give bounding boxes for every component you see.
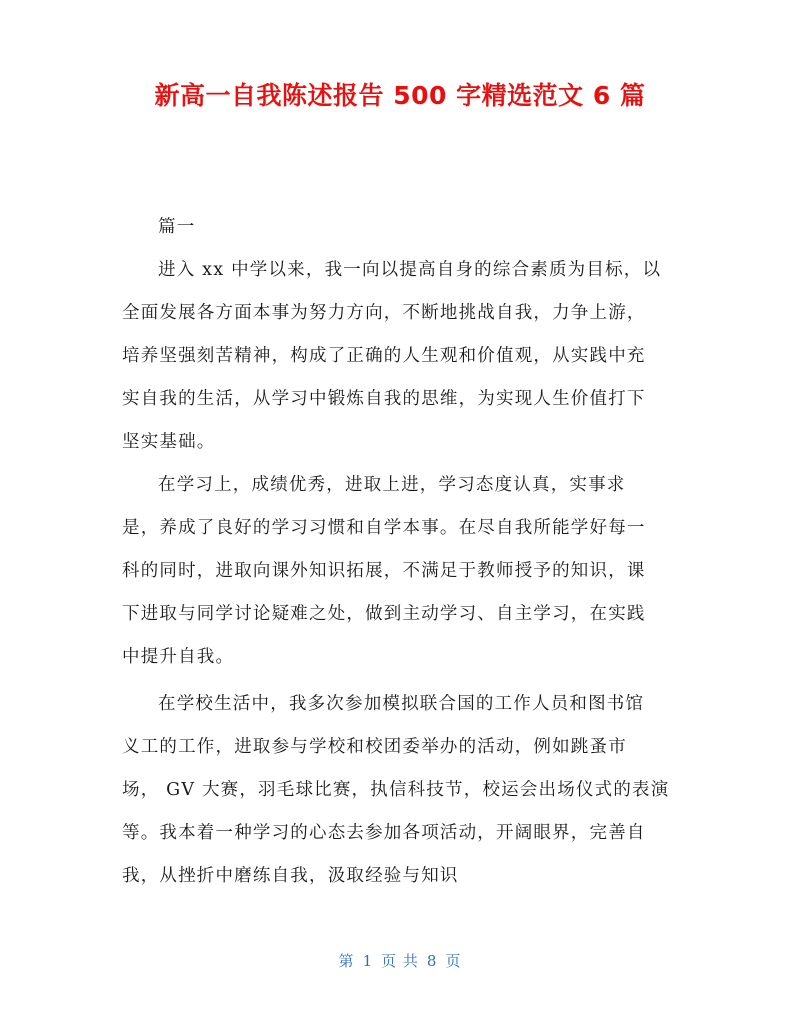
paragraph-line: 等。我本着一种学习的心态去参加各项活动，开阔眼界，完善自 xyxy=(122,823,646,843)
paragraph-line: 我，从挫折中磨练自我，汲取经验与知识 xyxy=(122,866,459,886)
paragraph-line: 科的同时，进取向课外知识拓展，不满足于教师授予的知识，课 xyxy=(122,561,646,581)
footer-suffix: 页 xyxy=(445,952,462,970)
document-title: 新高一自我陈述报告 500 字精选范文 6 篇 xyxy=(154,81,646,110)
document-body xyxy=(122,206,682,898)
paragraph-line: 在学校生活中，我多次参加模拟联合国的工作人员和图书馆 xyxy=(158,694,645,714)
paragraph-3 xyxy=(122,683,682,898)
paragraph-line: 下进取与同学讨论疑难之处，做到主动学习、自主学习，在实践 xyxy=(122,604,646,624)
paragraph-line: 在学习上，成绩优秀，进取上进，学习态度认真，实事求 xyxy=(158,475,626,495)
paragraph-line: 实自我的生活，从学习中锻炼自我的思维，为实现人生价值打下 xyxy=(122,389,646,409)
section-heading: 篇一 xyxy=(158,217,196,237)
paragraph-line: 中提升自我。 xyxy=(122,647,235,667)
paragraph-line: 培养坚强刻苦精神，构成了正确的人生观和价值观，从实践中充 xyxy=(122,346,646,366)
footer-current-page: 1 xyxy=(362,952,374,970)
paragraph-line: 场， GV 大赛，羽毛球比赛，执信科技节，校运会出场仪式的表演 xyxy=(122,780,670,800)
footer-middle: 页 共 xyxy=(381,952,419,970)
page-number-footer xyxy=(0,950,800,971)
paragraph-line: 全面发展各方面本事为努力方向，不断地挑战自我，力争上游， xyxy=(122,303,646,323)
paragraph-1 xyxy=(122,249,682,464)
paragraph-line: 义工的工作，进取参与学校和校团委举办的活动，例如跳蚤市 xyxy=(122,737,627,757)
paragraph-line: 进入 xx 中学以来，我一向以提高自身的综合素质为目标，以 xyxy=(158,260,662,280)
footer-total-pages: 8 xyxy=(426,952,438,970)
footer-prefix: 第 xyxy=(338,952,355,970)
paragraph-line: 坚实基础。 xyxy=(122,432,216,452)
paragraph-2 xyxy=(122,464,682,679)
paragraph-line: 是，养成了良好的学习习惯和自学本事。在尽自我所能学好每一 xyxy=(122,518,646,538)
